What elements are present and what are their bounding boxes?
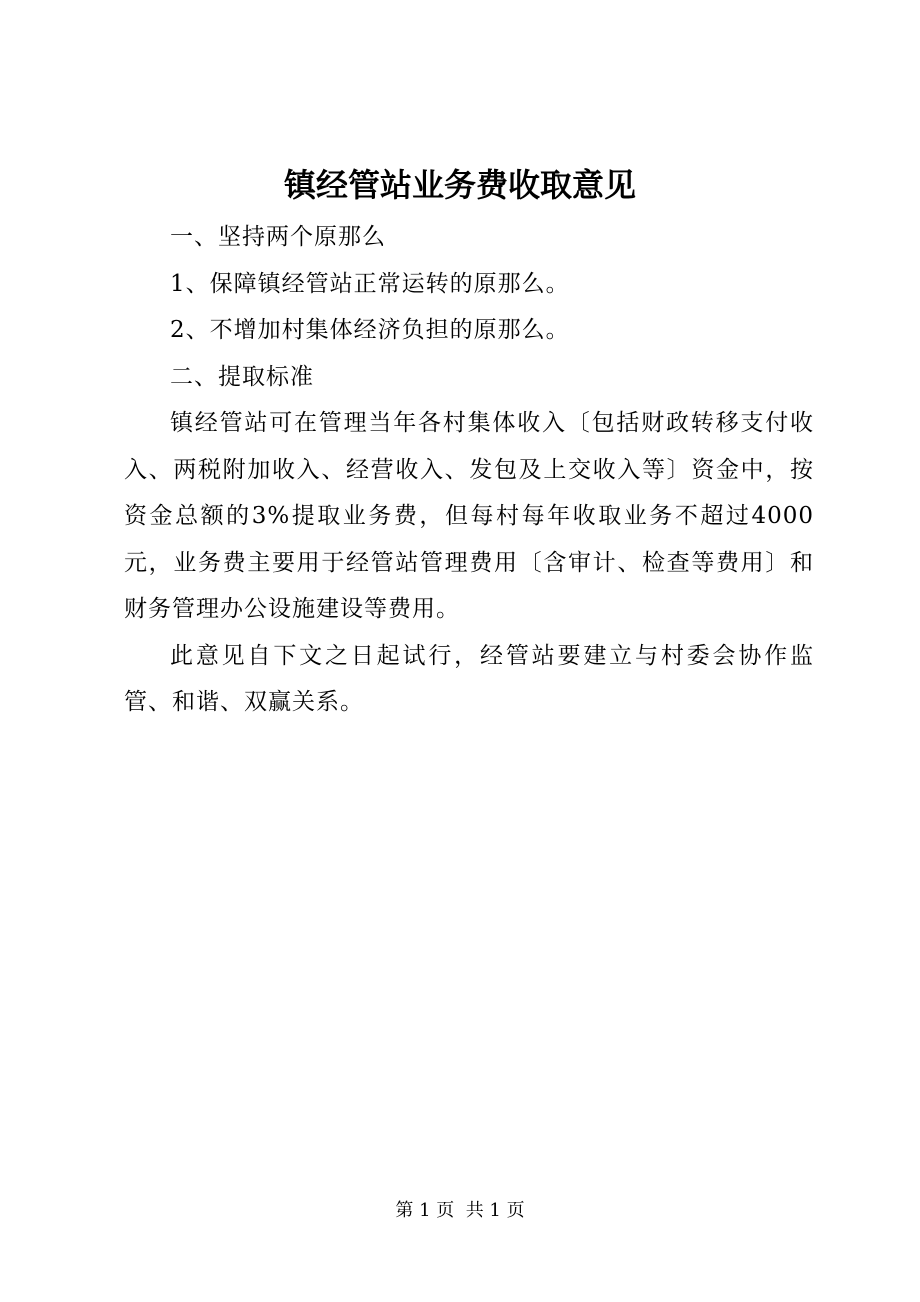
principle-item-2: 2、不增加村集体经济负担的原那么。 (170, 317, 570, 343)
standard-paragraph: 镇经管站可在管理当年各村集体收入〔包括财政转移支付收入、两税附加收入、经营收入、发包及上交收入等〕资金中，按资金总额的3%提取业务费，但每村每年收取业务不超过4000元，业务费主要用于经管站管理费用〔含审计、检查等费用〕和财务管理办公设施建设等费用。 (124, 410, 814, 622)
page-footer (0, 1196, 920, 1226)
principle-item-1: 1、保障镇经管站正常运转的原那么。 (170, 270, 570, 297)
document-body (124, 214, 814, 726)
closing-paragraph: 此意见自下文之日起试行，经管站要建立与村委会协作监管、和谐、双赢关系。 (124, 642, 814, 715)
section-heading-principles: 一、坚持两个原那么 (170, 224, 386, 250)
page-number: 第 1 页 共 1 页 (395, 1200, 525, 1221)
document-title: 镇经管站业务费收取意见 (283, 166, 636, 204)
section-heading-standard: 二、提取标准 (170, 363, 314, 390)
